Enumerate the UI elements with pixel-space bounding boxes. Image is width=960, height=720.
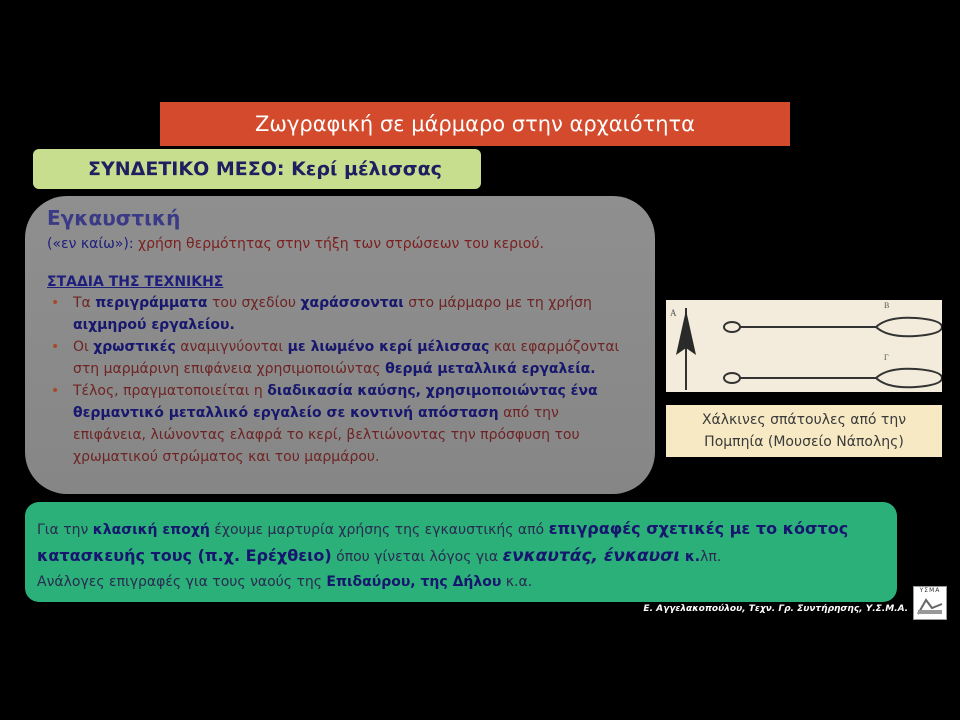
figure-label-a: A xyxy=(670,308,677,318)
spatula-g xyxy=(724,369,942,388)
bullet2-bold: χρωστικές xyxy=(93,339,176,355)
encaustic-definition-text: χρήση θερμότητας στην τήξη των στρώσεων του κεριού. xyxy=(133,236,544,252)
list-item xyxy=(47,336,625,380)
author-credit: Ε. Αγγελακοπούλου, Τεχν. Γρ. Συντήρησης, Υ.Σ.Μ.Α. xyxy=(643,604,908,614)
classical-text: Για την xyxy=(37,522,93,538)
classical-text: κ.α. xyxy=(501,574,533,590)
list-item xyxy=(47,380,625,468)
encaustic-definition xyxy=(47,234,625,254)
classical-text: λπ. xyxy=(700,549,722,565)
ysma-logo xyxy=(913,586,947,620)
binder-heading-text: ΣΥΝΔΕΤΙΚΟ ΜΕΣΟ: Κερί μέλισσας xyxy=(88,158,442,180)
bullet1-bold: περιγράμματα xyxy=(95,295,208,311)
figure-caption xyxy=(666,405,942,457)
classical-term: ενκαυτάς, ένκαυσι xyxy=(502,546,680,566)
encaustic-term: («εν καίω»): xyxy=(47,236,134,252)
classical-bold: επιγραφές σχετικές με το κόστος κατασκευής τους (π.χ. Ερέχθειο) xyxy=(37,519,849,565)
figure-caption-text: Χάλκινες σπάτουλες από την Πομπηία (Μουσείο Νάπολης) xyxy=(701,412,907,450)
bullet-icon: • xyxy=(51,383,60,399)
bullet3-text: Τέλος, πραγματοποιείται η xyxy=(73,383,268,399)
slide-title xyxy=(160,102,790,146)
bullet-icon: • xyxy=(51,295,60,311)
bullet1-bold: αιχμηρού εργαλείου. xyxy=(73,317,235,333)
classical-bold: Επιδαύρου, της Δήλου xyxy=(326,574,502,590)
binder-heading-box xyxy=(33,149,481,189)
bullet2-text: Οι xyxy=(73,339,94,355)
classical-paragraph xyxy=(37,516,887,570)
stages-title: ΣΤΑΔΙΑ ΤΗΣ ΤΕΧΝΙΚΗΣ xyxy=(47,274,224,290)
classical-line-2 xyxy=(37,570,887,595)
spatula-b xyxy=(724,318,942,337)
encaustic-panel xyxy=(25,196,655,494)
classical-bold: κ. xyxy=(679,549,701,565)
bullet2-bold: με λιωμένο κερί μέλισσας xyxy=(287,339,490,355)
bullet3-text: από την επιφάνεια, λιώνοντας ελαφρά το κερί, βελτιώνοντας την πρόσφυση του χρωματικού στρώματος και του μαρμάρου. xyxy=(73,405,580,465)
figure-label-g: Γ xyxy=(884,353,889,362)
classical-text: Ανάλογες επιγραφές για τους ναούς της xyxy=(37,574,327,590)
logo-text: ΥΣΜΑ xyxy=(919,587,941,594)
classical-text: έχουμε μαρτυρία χρήσης της εγκαυστικής από xyxy=(209,522,549,538)
spatulas-figure xyxy=(666,300,942,392)
bullet3-bold: διαδικασία καύσης, χρησιμοποιώντας ένα θερμαντικό μεταλλικό εργαλείο σε κοντινή απόσταση xyxy=(73,383,598,421)
bullet1-text: του σχεδίου xyxy=(207,295,301,311)
logo-icon xyxy=(914,594,946,618)
bullet2-bold: θερμά μεταλλικά εργαλεία. xyxy=(385,361,596,377)
spatulas-drawing xyxy=(666,300,942,392)
list-item xyxy=(47,292,625,336)
bullet1-text: Τα xyxy=(73,295,96,311)
slide-title-text: Ζωγραφική σε μάρμαρο στην αρχαιότητα xyxy=(254,112,696,136)
bullet-icon: • xyxy=(51,339,60,355)
bullet2-text: αναμιγνύονται xyxy=(175,339,288,355)
figure-label-b: B xyxy=(884,301,890,310)
bullet1-text: στο μάρμαρο με τη χρήση xyxy=(403,295,592,311)
bullet1-bold: χαράσσονται xyxy=(300,295,404,311)
classical-bold: κλασική εποχή xyxy=(92,522,210,538)
bullet2-text: και εφαρμόζονται στη μαρμάρινη επιφάνεια χρησιμοποιώντας xyxy=(73,339,620,377)
stages-list xyxy=(47,292,625,468)
encaustic-title: Εγκαυστική xyxy=(47,206,181,230)
classical-era-panel xyxy=(25,502,897,602)
classical-text: όπου γίνεται λόγος για xyxy=(331,549,503,565)
